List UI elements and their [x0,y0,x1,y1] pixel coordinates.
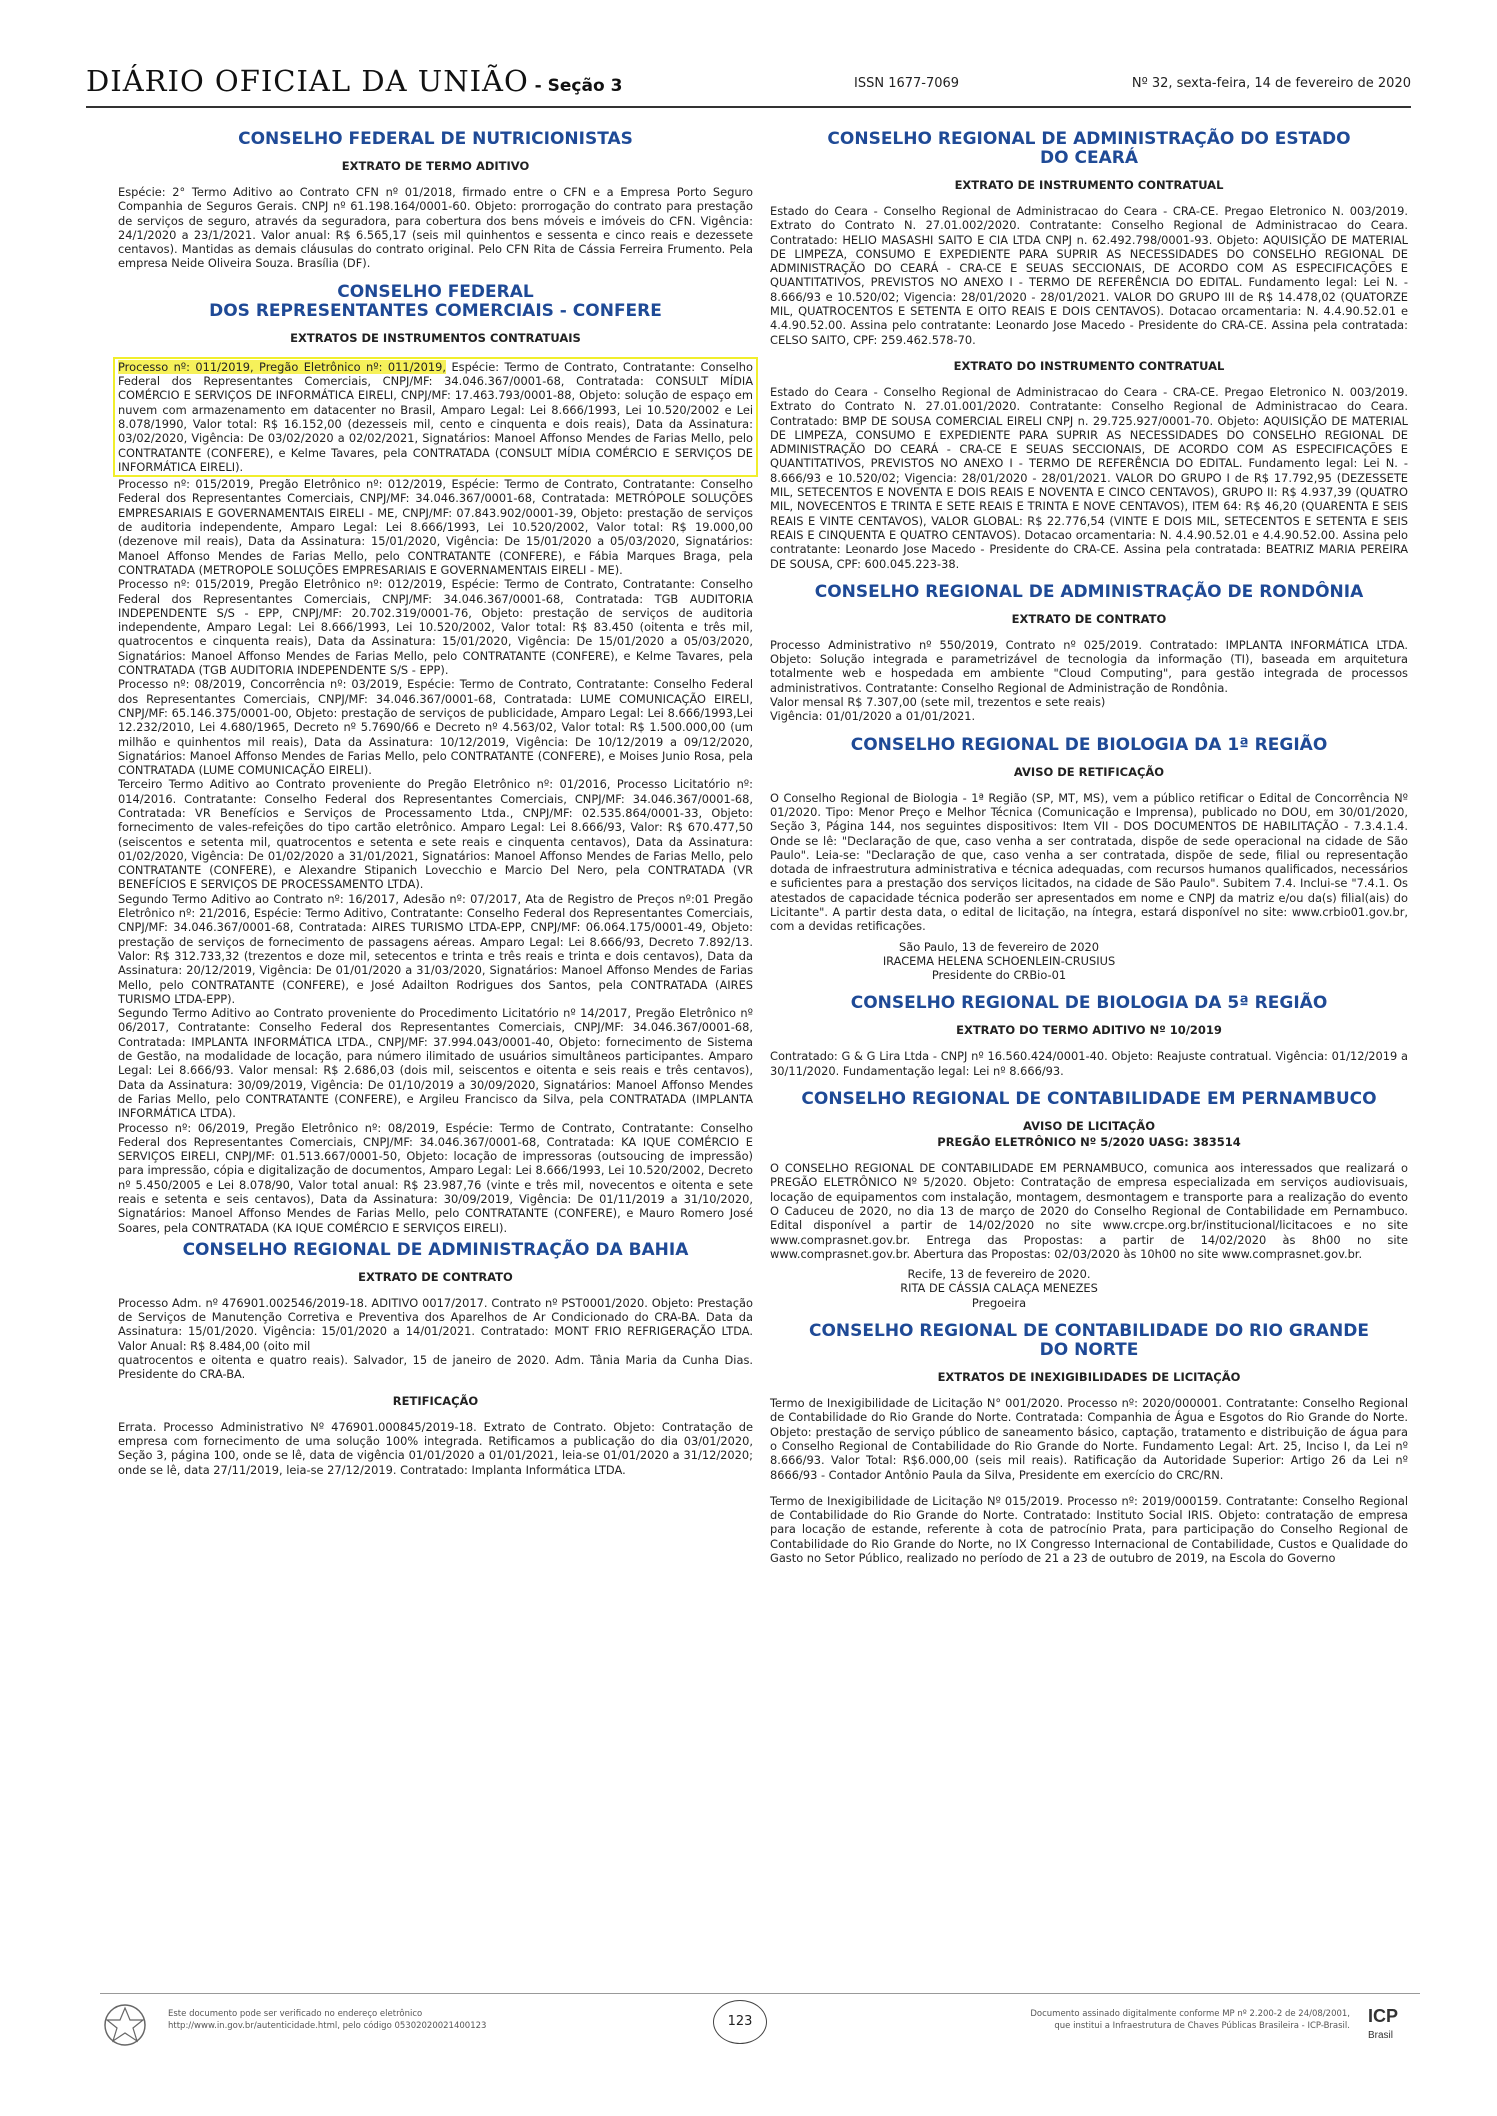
paragraph: Espécie: 2° Termo Aditivo ao Contrato CFN nº 01/2018, firmado entre o CFN e a Empresa Porto Seguro Companhia de Seguros Gerais. CNPJ nº 61.198.164/0001-60. Objeto: prorrogação do contrato para prestação de serviços de seguro, através da seguradora, para cobertura dos bens móveis e imóveis do CFN. Vigência: 24/1/2020 a 23/1/2021. Valor anual: R$ 6.565,17 (seis mil quinhentos e sessenta e cinco reais e dezessete centavos). Mantidas as demais cláusulas do contrato original. Pelo CFN Rita de Cássia Ferreira Frumento. Pela empresa Neide Oliveira Souza. Brasília (DF). [118,185,753,271]
org-heading: CONSELHO FEDERAL DE NUTRICIONISTAS [238,129,633,149]
paragraph: Segundo Termo Aditivo ao Contrato proveniente do Procedimento Licitatório nº 14/2017, Pregão Eletrônico nº 06/2017, Contratante: Conselho Federal dos Representantes Comerciais, CNPJ/MF: 34.046.367/0001-68, Contratada: IMPLANTA INFORMÁTICA LTDA., CNPJ/MF: 37.994.043/0001-40, Objeto: fornecimento de Sistema de Gestão, na modalidade de locação, para número ilimitado de usuários simultâneos participantes. Amparo Legal: Lei 8.666/93. Valor mensal: R$ 2.686,03 (dois mil, seiscentos e oitenta e seis reais e três centavos), Data da Assinatura: 30/09/2019, Vigência: De 01/10/2019 a 30/09/2020, Signatários: Manoel Affonso Mendes de Farias Mello, pelo CONTRATANTE (CONFERE), e Argileu Francisco da Silva, pela CONTRATADA (IMPLANTA INFORMÁTICA LTDA). [118,1006,753,1121]
org-heading: CONSELHO REGIONAL DE BIOLOGIA DA 5ª REGIÃO [850,993,1328,1014]
page-header [86,60,1411,106]
signature-block: Recife, 13 de fevereiro de 2020. RITA DE CÁSSIA CALAÇA MENEZES Pregoeira [900,1267,1098,1310]
section-subheading: PREGÃO ELETRÔNICO Nº 5/2020 UASG: 383514 [937,1135,1241,1150]
signature-note: Documento assinado digitalmente conforme MP nº 2.200-2 de 24/08/2001, que institui a Infraestrutura de Chaves Públicas Brasileira - ICP-Brasil. [1030,2009,1350,2031]
svg-text:ICP: ICP [1368,2006,1399,2026]
paragraph: Processo nº: 06/2019, Pregão Eletrônico nº: 08/2019, Espécie: Termo de Contrato, Contratante: Conselho Federal dos Representantes Comerciais, CNPJ/MF: 34.046.367/0001-68, Contratada: KA IQUE COMÉRCIO E SERVIÇOS EIRELI, CNPJ/MF: 01.513.667/0001-50, Objeto: locação de impressoras (outsoucing de impressão) para impressão, cópia e digitalização de documentos, Amparo Legal: Lei 8.666/1993, Lei 10.520/2002, Decreto nº 5.450/2005 e Lei 8.078/90, Valor total anual: R$ 23.987,76 (vinte e três mil, novecentos e oitenta e sete reais e setenta e seis centavos), Data da Assinatura: 30/09/2019, Vigência: De 01/11/2019 a 31/10/2020, Signatários: Manoel Affonso Mendes de Farias Mello, pelo CONTRATANTE (CONFERE), e Mauro Romero José Soares, pela CONTRATADA (KA IQUE COMÉRCIO E SERVIÇOS EIRELI). [118,1120,753,1235]
page-footer [100,2000,1420,2060]
section-label: - Seção 3 [528,76,623,96]
right-column [770,130,1408,1565]
section-subheading: EXTRATO DE CONTRATO [1011,611,1167,626]
org-heading: CONSELHO REGIONAL DE CONTABILIDADE DO RIO GRANDE DO NORTE [808,1321,1369,1361]
paragraph: O Conselho Regional de Biologia - 1ª Região (SP, MT, MS), vem a público retificar o Edital de Concorrência Nº 01/2020. Tipo: Menor Preço e Melhor Técnica (Comunicação e Imprensa), publicado no DOU, em 30/01/2020, Seção 3, Página 144, nos seguintes dispositivos: Item VII - DOS DOCUMENTOS DE HABILITAÇÃO - 7.3.4.1.4. Onde se lê: "Declaração de que, caso venha a ser contratada, dispõe de sede operacional na cidade de São Paulo". Leia-se: "Declaração de que, caso venha a ser contratada, dispõe de sede, filial ou representação dotada de infraestrutura administrativa e técnica adequadas, com recursos humanos qualificados, necessários e suficientes para a prestação dos serviços licitados, na cidade de São Paulo". Subitem 7.4. Inclui-se "7.4.1. Os atestados de capacidade técnica poderão ser apresentados em nome e CNPJ da matriz e/ou da(s) filial(ais) do Licitante". A partir desta data, o edital de licitação, na íntegra, estará disponível no site: www.crbio01.gov.br, com a devidas retificações. [770,790,1408,934]
paragraph: Errata. Processo Administrativo Nº 476901.000845/2019-18. Extrato de Contrato. Objeto: Contratação de empresa com fornecimento de uma solução 100% integrada. Retificamos a publicação do dia 03/01/2020, Seção 3, página 100, onde se lê, data de vigência 01/01/2020 a 01/01/2021, leia-se 01/01/2020 a 31/12/2020; onde se lê, data 27/11/2019, leia-se 27/12/2019. Contratado: Implanta Informática LTDA. [118,1419,753,1477]
header-rule [86,106,1411,108]
section-subheading: AVISO DE LICITAÇÃO [1022,1119,1156,1134]
org-heading: CONSELHO FEDERAL DOS REPRESENTANTES COMERCIAIS - CONFERE [209,281,662,321]
paragraph: Estado do Ceara - Conselho Regional de Administracao do Ceara - CRA-CE. Pregao Eletronico N. 003/2019. Extrato do Contrato N. 27.01.001/2020. Contratante: Conselho Regional de Administracao do Ceara. Contratado: BMP DE SOUSA COMERCIAL EIRELI CNPJ n. 29.725.927/0001-70. Objeto: AQUISIÇÃO DE MATERIAL DE LIMPEZA, CONSUMO E EXPEDIENTE PARA SUPRIR AS NECESSIDADES DO CONSELHO REGIONAL DE ADMINISTRAÇÃO DO CEARÁ - CRA-CE E SEUAS SECCIONAIS, DE ACORDO COM AS ESPECIFICAÇÕES E QUANTITATIVOS, PREVISTOS NO ANEXO I - TERMO DE REFERÊNCIA DO EDITAL. Fundamento legal: Lei N. - 8.666/93 e 10.520/02; Vigencia: 28/01/2020 - 28/01/2021. VALOR DO GRUPO I de R$ 17.792,95 (DEZESSETE MIL, SETECENTOS E NOVENTA E DOIS REAIS E NOVENTA E CINCO CENTAVOS), GRUPO II: R$ 4.937,39 (QUATRO MIL, NOVECENTOS E TRINTA E SETE REAIS E TRINTA E NOVE CENTAVOS), ITEM 64: R$ 46,20 (QUARENTA E SEIS REAIS E VINTE CENTAVOS), VALOR GLOBAL: R$ 22.776,54 (VINTE E DOIS MIL, SETECENTOS E SETENTA E SEIS REAIS E CINQUENTA E QUATRO CENTAVOS). Dotacao orcamentaria: N. 4.4.90.52.01 e 4.4.90.52.00. Assina pelo contratante: Leonardo Jose Macedo - Presidente do CRA-CE. Assina pela contratada: BEATRIZ MARIA PEREIRA DE SOUSA, CPF: 600.045.223-38. [770,384,1408,571]
highlighted-text: Processo nº: 011/2019, Pregão Eletrônico nº: 011/2019, [118,359,447,374]
paragraph: Termo de Inexigibilidade de Licitação Nº 015/2019. Processo nº: 2019/000159. Contratante: Conselho Regional de Contabilidade do Rio Grande do Norte. Contratado: Instituto Social IRIS. Objeto: contratação de empresa para locação de estande, referente à cota de patrocínio Prata, para participação do Conselho Regional de Contabilidade do Rio Grande do Norte, no IX Congresso Internacional de Contabilidade, Custos e Qualidade do Gasto no Setor Público, realizado no período de 21 a 23 de outubro de 2019, na Escola do Governo [770,1493,1408,1565]
paragraph: Processo Administrativo nº 550/2019, Contrato nº 025/2019. Contratado: IMPLANTA INFORMÁTICA LTDA. Objeto: Solução integrada e parametrizável de tecnologia da informação (TI), baseada em arquitetura totalmente web e hospedada em ambiente "Cloud Computing", para gestão integrada de processos administrativos. Contratante: Conselho Regional de Administração de Rondônia. [770,637,1408,695]
section-subheading: EXTRATO DE TERMO ADITIVO [341,159,530,173]
footer-rule [100,1993,1420,1994]
left-column [118,130,753,1477]
paragraph: Estado do Ceara - Conselho Regional de Administracao do Ceara - CRA-CE. Pregao Eletronico N. 003/2019. Extrato do Contrato N. 27.01.002/2020. Contratante: Conselho Regional de Administracao do Ceara. Contratado: HELIO MASASHI SAITO E CIA LTDA CNPJ n. 62.492.798/0001-93. Objeto: AQUISIÇÃO DE MATERIAL DE LIMPEZA, CONSUMO E EXPEDIENTE PARA SUPRIR AS NECESSIDADES DO CONSELHO REGIONAL DE ADMINISTRAÇÃO DO CEARÁ - CRA-CE E SEUAS SECCIONAIS, DE ACORDO COM AS ESPECIFICAÇÕES E QUANTITATIVOS, PREVISTOS NO ANEXO I - TERMO DE REFERÊNCIA DO EDITAL. Fundamento legal: Lei N. - 8.666/93 e 10.520/02; Vigencia: 28/01/2020 - 28/01/2021. VALOR DO GRUPO III de R$ 14.478,02 (QUATORZE MIL, QUATROCENTOS E SETENTA E OITO REAIS E DOIS CENTAVOS). Dotacao orcamentaria: N. 4.4.90.52.01 e 4.4.90.52.00. Assina pelo contratante: Leonardo Jose Macedo - Presidente do CRA-CE. Assina pela contratada: CELSO SAITO, CPF: 259.462.578-70. [770,204,1408,347]
org-heading: CONSELHO REGIONAL DE CONTABILIDADE EM PERNAMBUCO [801,1089,1377,1110]
paragraph: Processo nº: 08/2019, Concorrência nº: 03/2019, Espécie: Termo de Contrato, Contratante: Conselho Federal dos Representantes Comerciais, CNPJ/MF: 34.046.367/0001-68, Contratada: LUME COMUNICAÇÃO EIRELI, CNPJ/MF: 65.146.375/0001-00, Objeto: prestação de serviços de publicidade, Amparo Legal: Lei 8.666/1993,Lei 12.232/2010, Lei 4.680/1965, Decreto nº 5.7690/66 e Decreto nº 4.563/02, Valor total: R$ 1.500.000,00 (um milhão e quinhentos mil reais), Data da Assinatura: 10/12/2019, Vigência: De 10/12/2019 a 09/12/2020, Signatários: Manoel Affonso Mendes de Farias Mello, pelo CONTRATANTE (CONFERE), e Moises Junio Rosa, pela CONTRATADA (LUME COMUNICAÇÃO EIRELI). [118,677,753,778]
org-heading: CONSELHO REGIONAL DE ADMINISTRAÇÃO DE RONDÔNIA [814,581,1364,602]
signature-block: São Paulo, 13 de fevereiro de 2020 IRACEMA HELENA SCHOENLEIN-CRUSIUS Presidente do CRBio-01 [882,939,1116,983]
org-heading: CONSELHO REGIONAL DE BIOLOGIA DA 1ª REGIÃO [850,734,1328,755]
icp-brasil-logo-icon [1360,2000,1420,2048]
org-heading: CONSELHO REGIONAL DE ADMINISTRAÇÃO DA BAHIA [182,1239,689,1260]
journal-title: DIÁRIO OFICIAL DA UNIÃO - Seção 3 [86,64,623,98]
verification-note: Este documento pode ser verificado no endereço eletrônico http://www.in.gov.br/autenticidade.html, pelo código 05302020021400123 [168,2009,487,2031]
svg-text:Brasil: Brasil [1368,2030,1394,2041]
section-subheading: EXTRATO DO TERMO ADITIVO Nº 10/2019 [956,1023,1222,1038]
section-subheading: EXTRATO DE CONTRATO [358,1269,513,1284]
paragraph: quatrocentos e oitenta e quatro reais). Salvador, 15 de janeiro de 2020. Adm. Tânia Maria da Cunha Dias. Presidente do CRA-BA. [118,1353,753,1382]
paragraph: Termo de Inexigibilidade de Licitação N° 001/2020. Processo nº: 2020/000001. Contratante: Conselho Regional de Contabilidade do Rio Grande do Norte. Contratada: Companhia de Água e Esgotos do Rio Grande do Norte. Objeto: prestação de serviço público de saneamento básico, captação, tratamento e distribuição de água para o Conselho Regional de Contabilidade do Rio Grande do Norte. Fundamento Legal: Art. 25, Inciso I, da Lei nº 8.666/93. Valor Total: R$6.000,00 (seis mil reais). Ratificação da Autoridade Superior: Artigo 26 da Lei nº 8666/93 - Contador Antônio Paula da Silva, Presidente em exercício do CRC/RN. [770,1396,1408,1482]
paragraph: Contratado: G & G Lira Ltda - CNPJ nº 16.560.424/0001-40. Objeto: Reajuste contratual. Vigência: 01/12/2019 a 30/11/2020. Fundamentação legal: Lei nº 8.666/93. [770,1049,1408,1078]
section-subheading: AVISO DE RETIFICAÇÃO [1013,764,1165,779]
issn: ISSN 1677-7069 [854,76,960,91]
issue-info: Nº 32, sexta-feira, 14 de fevereiro de 2020 [1131,76,1411,91]
paragraph: Processo nº: 015/2019, Pregão Eletrônico nº: 012/2019, Espécie: Termo de Contrato, Contratante: Conselho Federal dos Representantes Comerciais, CNPJ/MF: 34.046.367/0001-68, Contratada: METRÓPOLE SOLUÇÕES EMPRESARIAIS E GOVERNAMENTAIS EIRELI - ME, CNPJ/MF: 07.843.902/0001-39, Objeto: prestação de serviços de auditoria independente, Amparo Legal: Lei 8.666/1993, Lei 10.520/2002, Valor total: R$ 19.000,00 (dezenove mil reais), Data da Assinatura: 15/01/2020, Vigência: De 15/01/2020 a 05/03/2020, Signatários: Manoel Affonso Mendes de Farias Mello, pelo CONTRATANTE (CONFERE), e Fábia Marques Braga, pela CONTRATADA (METROPOLE SOLUÇÕES EMPRESARIAIS E GOVERNAMENTAIS EIRELI - ME). [118,477,753,577]
paragraph: Processo nº: 015/2019, Pregão Eletrônico nº: 012/2019, Espécie: Termo de Contrato, Contratante: Conselho Federal dos Representantes Comerciais, CNPJ/MF: 34.046.367/0001-68, Contratada: TGB AUDITORIA INDEPENDENTE S/S - EPP, CNPJ/MF: 20.702.319/0001-76, Objeto: prestação de serviços de auditoria independente, Amparo Legal: Lei 8.666/1993, Lei 10.520/2002, Valor total: R$ 83.450 (oitenta e três mil, quatrocentos e cinquenta reais), Data da Assinatura: 15/01/2020, Vigência: De 15/01/2020 a 05/03/2020, Signatários: Manoel Affonso Mendes de Farias Mello, pelo CONTRATANTE (CONFERE), e Kelme Tavares, pela CONTRATADA (TGB AUDITORIA INDEPENDENTE S/S - EPP). [118,577,753,678]
highlighted-paragraph: Processo nº: 011/2019, Pregão Eletrônico nº: 011/2019, Espécie: Termo de Contrato, Contratante: Conselho Federal dos Representantes Comerciais, CNPJ/MF: 34.046.367/0001-68, Contratada: CONSULT MÍDIA COMÉRCIO E SERVIÇOS DE INFORMÁTICA EIRELI, CNPJ/MF: 17.463.793/0001-88, Objeto: solução de espaço em nuvem com armazenamento em datacenter no Brasil, Amparo Legal: Lei 8.666/1993, Lei 10.520/2002 e Lei 8.078/1990, Valor total: R$ 16.152,00 (dezesseis mil, cento e cinquenta e dois reais), Data da Assinatura: 03/02/2020, Vigência: De 03/02/2020 a 02/02/2021, Signatários: Manoel Affonso Mendes de Farias Mello, pelo CONTRATANTE (CONFERE), e Kelme Tavares, pela CONTRATADA (CONSULT MÍDIA COMÉRCIO E SERVIÇOS DE INFORMÁTICA EIRELI). [113,357,758,477]
paragraph: Terceiro Termo Aditivo ao Contrato proveniente do Pregão Eletrônico nº: 01/2016, Processo Licitatório nº: 014/2016. Contratante: Conselho Federal dos Representantes Comerciais, CNPJ/MF: 34.046.367/0001-68, Contratada: VR Benefícios e Serviços de Processamento Ltda., CNPJ/MF: 02.535.864/0001-33, Objeto: fornecimento de vales-refeições do tipo cartão eletrônico. Amparo Legal: Lei 8.666/93, Valor: R$ 670.477,50 (seiscentos e setenta mil, quatrocentos e setenta e sete reais e cinquenta centavos), Data da Assinatura: 01/02/2020, Vigência: De 01/02/2020 a 31/01/2021, Signatários: Manoel Affonso Mendes de Farias Mello, pelo CONTRATANTE (CONFERE), e Alexandre Stipanich Lovecchio e Marcio Del Nero, pela CONTRATADA (VR BENEFÍCIOS E SERVIÇOS DE PROCESSAMENTO LTDA). [118,777,753,892]
org-heading: CONSELHO REGIONAL DE ADMINISTRAÇÃO DO ESTADO DO CEARÁ [827,129,1351,168]
paragraph: Valor mensal R$ 7.307,00 (sete mil, trezentos e sete reais) [770,695,1106,710]
page-number: 123 [713,2000,767,2044]
paragraph: Processo Adm. nº 476901.002546/2019-18. ADITIVO 0017/2017. Contrato nº PST0001/2020. Objeto: Prestação de Serviços de Manutenção Corretiva e Preventiva dos Aparelhos de Ar Condicionado do CRA-BA. Data da Assinatura: 15/01/2020. Vigência: 15/01/2020 a 14/01/2021. Contratado: MONT FRIO REFRIGERAÇÃO LTDA. Valor Anual: R$ 8.484,00 (oito mil [118,1295,753,1353]
paragraph: Segundo Termo Aditivo ao Contrato nº: 16/2017, Adesão nº: 07/2017, Ata de Registro de Preços nº:01 Pregão Eletrônico nº: 21/2016, Espécie: Termo Aditivo, Contratante: Conselho Federal dos Representantes Comerciais, CNPJ/MF: 34.046.367/0001-68, Contratada: AIRES TURISMO LTDA-EPP, CNPJ/MF: 06.064.175/0001-49, Objeto: prestação de serviços de fornecimento de passagens aéreas. Amparo Legal: Lei 8.666/93, Decreto 7.892/13. Valor: R$ 312.733,32 (trezentos e doze mil, setecentos e trinta e três reais e trinta e dois centavos), Data da Assinatura: 20/12/2019, Vigência: De 01/01/2020 a 31/03/2020, Signatários: Manoel Affonso Mendes de Farias Mello, pelo CONTRATANTE (CONFERE), e José Adailton Rodrigues dos Santos, pela CONTRATADA (AIRES TURISMO LTDA-EPP). [118,891,753,1006]
coat-of-arms-icon [100,2000,150,2050]
section-subheading: RETIFICAÇÃO [392,1393,479,1408]
section-subheading: EXTRATO DE INSTRUMENTO CONTRATUAL [954,178,1224,192]
section-subheading: EXTRATO DO INSTRUMENTO CONTRATUAL [953,358,1225,373]
paragraph: O CONSELHO REGIONAL DE CONTABILIDADE EM PERNAMBUCO, comunica aos interessados que realizará o PREGÃO ELETRÔNICO Nº 5/2020. Objeto: Contratação de empresa especializada em serviços audiovisuais, locação de equipamentos com instalação, montagem, desmontagem e transporte para a realização do evento O Caduceu de 2020, no dia 13 de março de 2020 do Conselho Regional de Contabilidade em Pernambuco. Edital disponível a partir de 14/02/2020 no site www.crcpe.org.br/institucional/licitacoes e no site www.comprasnet.gov.br. Entrega das Propostas: a partir de 14/02/2020 às 8h00 no site www.comprasnet.gov.br. Abertura das Propostas: 02/03/2020 às 10h00 no site www.comprasnet.gov.br. [770,1161,1408,1261]
paragraph: Vigência: 01/01/2020 a 01/01/2021. [770,709,976,724]
section-subheading: EXTRATOS DE INEXIGIBILIDADES DE LICITAÇÃO [937,1370,1241,1385]
section-subheading: EXTRATOS DE INSTRUMENTOS CONTRATUAIS [290,330,581,345]
